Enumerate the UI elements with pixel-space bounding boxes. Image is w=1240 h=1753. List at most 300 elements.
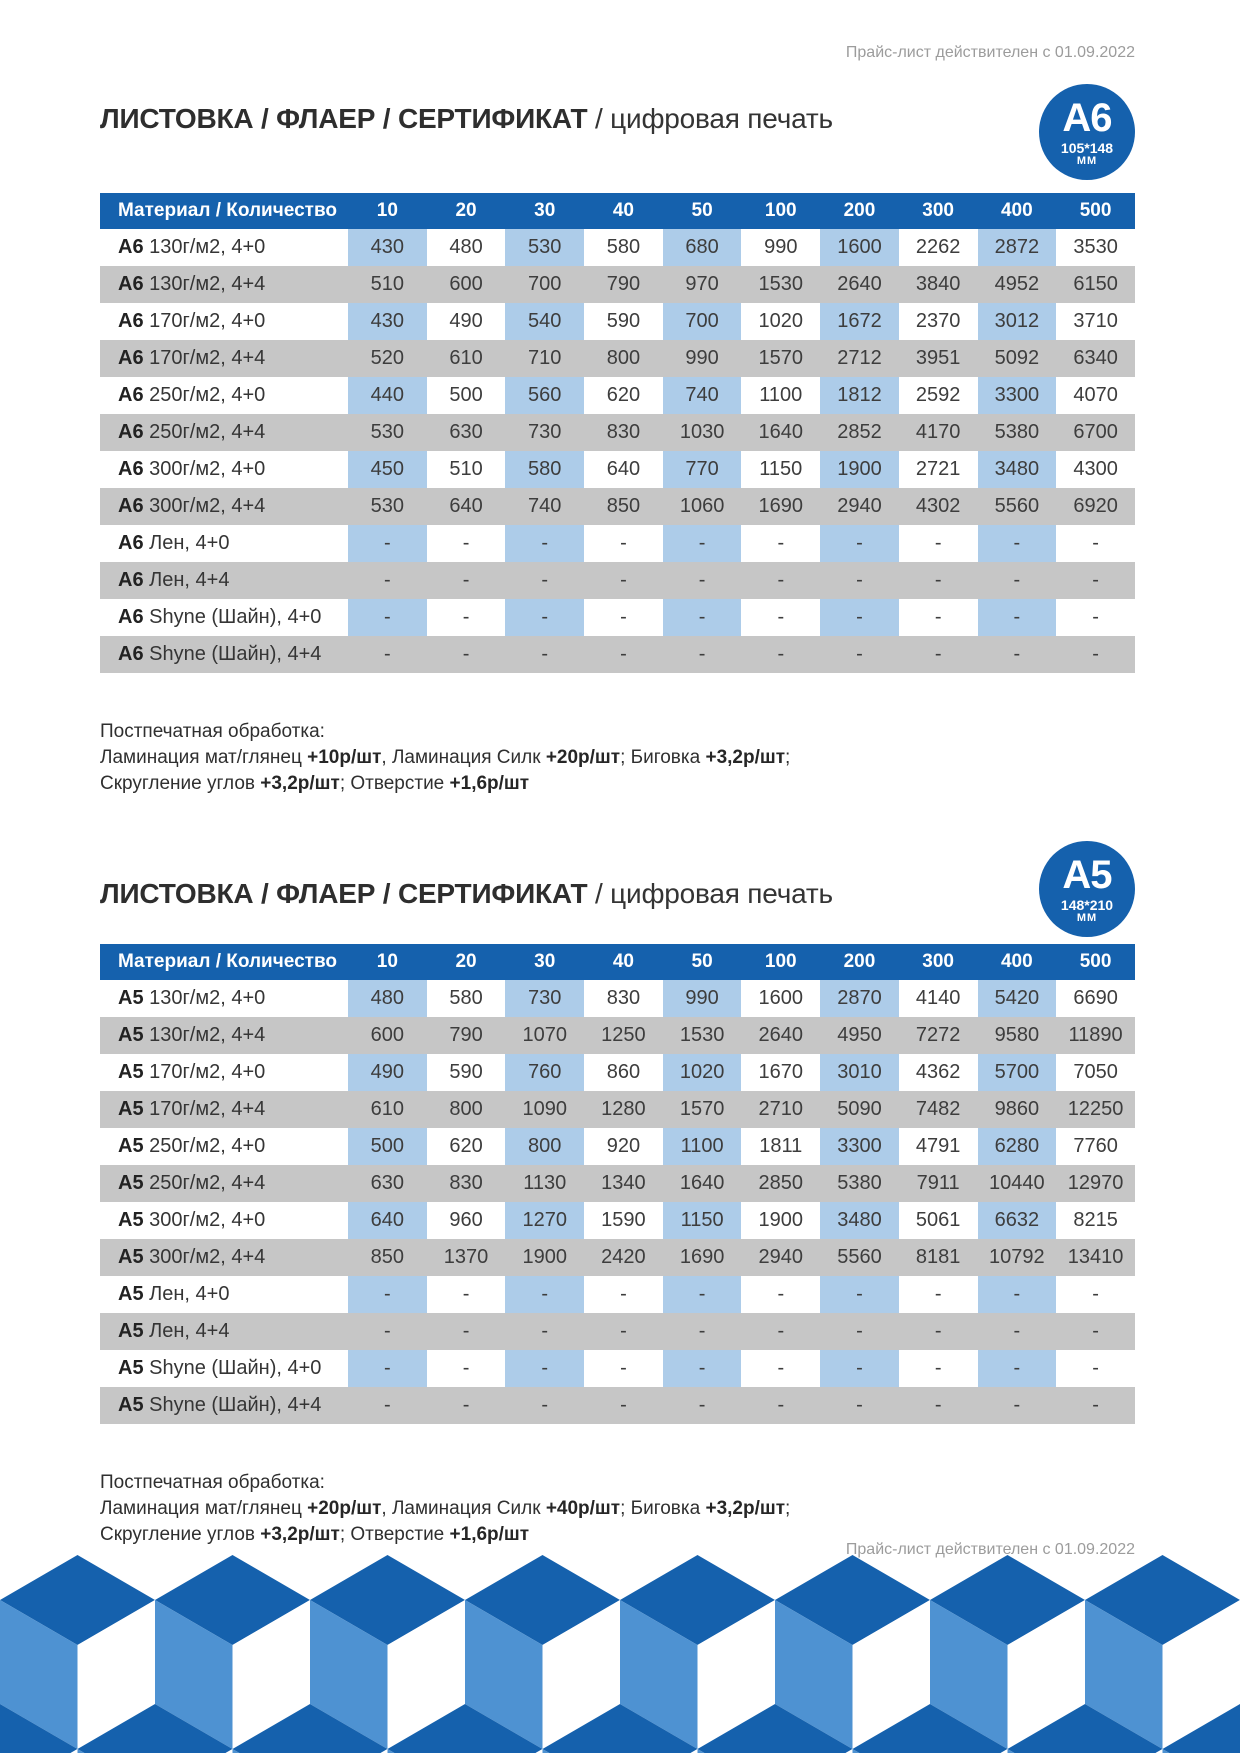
price-cell: - bbox=[899, 599, 978, 636]
validity-note-top: Прайс-лист действителен с 01.09.2022 bbox=[845, 44, 1135, 61]
price-cell: - bbox=[348, 599, 427, 636]
price-cell: 4950 bbox=[820, 1017, 899, 1054]
price-cell: 480 bbox=[427, 229, 506, 266]
price-cell: - bbox=[584, 525, 663, 562]
price-cell: 1672 bbox=[820, 303, 899, 340]
price-cell: 1600 bbox=[741, 980, 820, 1017]
price-cell: 500 bbox=[427, 377, 506, 414]
material-label: A5 130г/м2, 4+4 bbox=[100, 1017, 348, 1054]
price-cell: - bbox=[1056, 1350, 1135, 1387]
price-cell: - bbox=[505, 1387, 584, 1424]
price-cell: 440 bbox=[348, 377, 427, 414]
column-header-qty-20: 20 bbox=[427, 944, 506, 980]
price-row bbox=[100, 525, 1135, 562]
price-cell: - bbox=[978, 562, 1057, 599]
table-header-row bbox=[100, 193, 1135, 229]
price-cell: - bbox=[505, 562, 584, 599]
price-cell: - bbox=[584, 562, 663, 599]
price-cell: 1150 bbox=[663, 1202, 742, 1239]
postprint-line-1: Ламинация мат/глянец +10р/шт, Ламинация Силк +20р/шт; Биговка +3,2р/шт; bbox=[100, 747, 791, 768]
price-cell: 6920 bbox=[1056, 488, 1135, 525]
price-row bbox=[100, 1387, 1135, 1424]
material-label: A6 Лен, 4+4 bbox=[100, 562, 348, 599]
validity-note-bottom: Прайс-лист действителен с 01.09.2022 bbox=[845, 1541, 1135, 1558]
format-badge bbox=[1039, 841, 1135, 937]
price-cell: 760 bbox=[505, 1054, 584, 1091]
price-cell: 1590 bbox=[584, 1202, 663, 1239]
column-header-qty-10: 10 bbox=[348, 944, 427, 980]
price-cell: - bbox=[741, 599, 820, 636]
price-cell: 2640 bbox=[741, 1017, 820, 1054]
price-cell: 3012 bbox=[978, 303, 1057, 340]
price-cell: - bbox=[899, 636, 978, 673]
price-cell: 510 bbox=[348, 266, 427, 303]
price-cell: 1812 bbox=[820, 377, 899, 414]
price-cell: 7050 bbox=[1056, 1054, 1135, 1091]
column-header-qty-500: 500 bbox=[1056, 944, 1135, 980]
postprint-info bbox=[100, 1470, 1135, 1548]
price-cell: 610 bbox=[427, 340, 506, 377]
format-badge-size: 105*148 bbox=[1060, 139, 1114, 156]
price-cell: 7272 bbox=[899, 1017, 978, 1054]
price-cell: 5092 bbox=[978, 340, 1057, 377]
price-cell: 1670 bbox=[741, 1054, 820, 1091]
price-cell: 3300 bbox=[978, 377, 1057, 414]
price-cell: 3010 bbox=[820, 1054, 899, 1091]
price-cell: - bbox=[584, 1276, 663, 1313]
price-row bbox=[100, 980, 1135, 1017]
price-cell: 450 bbox=[348, 451, 427, 488]
price-cell: - bbox=[820, 1276, 899, 1313]
price-cell: 1130 bbox=[505, 1165, 584, 1202]
column-header-material: Материал / Количество bbox=[100, 944, 348, 980]
price-cell: 590 bbox=[427, 1054, 506, 1091]
column-header-qty-100: 100 bbox=[741, 193, 820, 229]
price-row bbox=[100, 266, 1135, 303]
price-cell: 970 bbox=[663, 266, 742, 303]
format-badge-unit: ММ bbox=[1076, 154, 1098, 167]
price-cell: - bbox=[741, 525, 820, 562]
material-label: A5 130г/м2, 4+0 bbox=[100, 980, 348, 1017]
price-row bbox=[100, 1017, 1135, 1054]
price-cell: 3840 bbox=[899, 266, 978, 303]
price-cell: 8181 bbox=[899, 1239, 978, 1276]
material-label: A5 170г/м2, 4+0 bbox=[100, 1054, 348, 1091]
price-cell: 1811 bbox=[741, 1128, 820, 1165]
price-cell: - bbox=[348, 562, 427, 599]
price-cell: 7482 bbox=[899, 1091, 978, 1128]
section-title-main: ЛИСТОВКА / ФЛАЕР / СЕРТИФИКАТ bbox=[100, 878, 588, 909]
price-cell: 1270 bbox=[505, 1202, 584, 1239]
price-cell: 5380 bbox=[978, 414, 1057, 451]
format-badge bbox=[1039, 84, 1135, 180]
price-cell: 5560 bbox=[978, 488, 1057, 525]
price-cell: - bbox=[978, 1350, 1057, 1387]
price-cell: 2370 bbox=[899, 303, 978, 340]
price-cell: - bbox=[1056, 525, 1135, 562]
price-cell: 1530 bbox=[663, 1017, 742, 1054]
price-cell: 1570 bbox=[741, 340, 820, 377]
material-label: A5 Лен, 4+4 bbox=[100, 1313, 348, 1350]
price-cell: 620 bbox=[584, 377, 663, 414]
price-cell: 520 bbox=[348, 340, 427, 377]
price-cell: - bbox=[1056, 599, 1135, 636]
price-cell: 2870 bbox=[820, 980, 899, 1017]
column-header-qty-400: 400 bbox=[978, 193, 1057, 229]
price-cell: 2710 bbox=[741, 1091, 820, 1128]
price-cell: - bbox=[663, 1276, 742, 1313]
price-cell: 2721 bbox=[899, 451, 978, 488]
price-cell: 6700 bbox=[1056, 414, 1135, 451]
price-row bbox=[100, 1128, 1135, 1165]
price-cell: 3951 bbox=[899, 340, 978, 377]
price-cell: 700 bbox=[663, 303, 742, 340]
material-label: A6 Лен, 4+0 bbox=[100, 525, 348, 562]
price-cell: - bbox=[1056, 1313, 1135, 1350]
price-cell: 800 bbox=[427, 1091, 506, 1128]
price-cell: - bbox=[505, 525, 584, 562]
postprint-line-2: Скругление углов +3,2р/шт; Отверстие +1,6р/шт bbox=[100, 773, 530, 794]
price-cell: - bbox=[348, 525, 427, 562]
column-header-qty-40: 40 bbox=[584, 944, 663, 980]
price-cell: 850 bbox=[584, 488, 663, 525]
price-cell: - bbox=[978, 636, 1057, 673]
price-cell: 640 bbox=[584, 451, 663, 488]
price-cell: 1690 bbox=[741, 488, 820, 525]
price-cell: - bbox=[741, 562, 820, 599]
price-cell: - bbox=[899, 562, 978, 599]
section-title-main: ЛИСТОВКА / ФЛАЕР / СЕРТИФИКАТ bbox=[100, 103, 588, 134]
format-badge-size: 148*210 bbox=[1060, 896, 1114, 913]
table-header-row bbox=[100, 944, 1135, 980]
price-cell: - bbox=[978, 1313, 1057, 1350]
price-cell: 7911 bbox=[899, 1165, 978, 1202]
price-cell: 2640 bbox=[820, 266, 899, 303]
price-cell: - bbox=[427, 636, 506, 673]
price-row bbox=[100, 1165, 1135, 1202]
price-cell: 1070 bbox=[505, 1017, 584, 1054]
price-cell: - bbox=[427, 525, 506, 562]
price-cell: 9860 bbox=[978, 1091, 1057, 1128]
price-cell: 1020 bbox=[741, 303, 820, 340]
price-cell: - bbox=[505, 636, 584, 673]
column-header-qty-30: 30 bbox=[505, 193, 584, 229]
column-header-qty-40: 40 bbox=[584, 193, 663, 229]
price-row bbox=[100, 377, 1135, 414]
price-cell: - bbox=[505, 599, 584, 636]
cube-pattern-decoration bbox=[0, 1555, 1240, 1753]
material-label: A5 300г/м2, 4+4 bbox=[100, 1239, 348, 1276]
material-label: A5 250г/м2, 4+4 bbox=[100, 1165, 348, 1202]
price-cell: - bbox=[505, 1313, 584, 1350]
price-cell: 12250 bbox=[1056, 1091, 1135, 1128]
price-cell: - bbox=[584, 599, 663, 636]
price-cell: 700 bbox=[505, 266, 584, 303]
price-cell: 630 bbox=[348, 1165, 427, 1202]
price-cell: - bbox=[820, 562, 899, 599]
price-cell: 4952 bbox=[978, 266, 1057, 303]
postprint-title: Постпечатная обработка: bbox=[100, 1472, 325, 1493]
price-cell: 490 bbox=[427, 303, 506, 340]
price-cell: 5560 bbox=[820, 1239, 899, 1276]
price-cell: - bbox=[505, 1276, 584, 1313]
price-cell: - bbox=[899, 525, 978, 562]
price-cell: 530 bbox=[348, 488, 427, 525]
price-cell: 6340 bbox=[1056, 340, 1135, 377]
price-cell: 2420 bbox=[584, 1239, 663, 1276]
price-row bbox=[100, 303, 1135, 340]
price-cell: - bbox=[820, 599, 899, 636]
price-cell: 2852 bbox=[820, 414, 899, 451]
price-cell: - bbox=[978, 599, 1057, 636]
price-cell: 620 bbox=[427, 1128, 506, 1165]
material-label: A5 300г/м2, 4+0 bbox=[100, 1202, 348, 1239]
price-row bbox=[100, 414, 1135, 451]
postprint-info bbox=[100, 719, 1135, 797]
price-cell: - bbox=[663, 636, 742, 673]
price-cell: 5380 bbox=[820, 1165, 899, 1202]
postprint-title: Постпечатная обработка: bbox=[100, 721, 325, 742]
price-cell: 1150 bbox=[741, 451, 820, 488]
price-cell: 1640 bbox=[663, 1165, 742, 1202]
price-row bbox=[100, 636, 1135, 673]
column-header-qty-200: 200 bbox=[820, 944, 899, 980]
price-section bbox=[100, 95, 1135, 797]
price-cell: 2872 bbox=[978, 229, 1057, 266]
material-label: A5 170г/м2, 4+4 bbox=[100, 1091, 348, 1128]
price-cell: - bbox=[348, 1350, 427, 1387]
price-cell: 1060 bbox=[663, 488, 742, 525]
price-cell: 3300 bbox=[820, 1128, 899, 1165]
price-cell: 680 bbox=[663, 229, 742, 266]
price-cell: 3480 bbox=[820, 1202, 899, 1239]
material-label: A6 170г/м2, 4+4 bbox=[100, 340, 348, 377]
price-cell: - bbox=[1056, 1276, 1135, 1313]
price-cell: 830 bbox=[584, 414, 663, 451]
price-cell: 1900 bbox=[820, 451, 899, 488]
price-cell: 510 bbox=[427, 451, 506, 488]
price-cell: - bbox=[1056, 562, 1135, 599]
material-label: A5 Shyne (Шайн), 4+0 bbox=[100, 1350, 348, 1387]
price-cell: 1370 bbox=[427, 1239, 506, 1276]
price-cell: 850 bbox=[348, 1239, 427, 1276]
price-cell: - bbox=[584, 1350, 663, 1387]
price-cell: - bbox=[741, 636, 820, 673]
price-cell: - bbox=[663, 562, 742, 599]
price-cell: - bbox=[820, 1350, 899, 1387]
format-badge-label: A5 bbox=[1062, 852, 1112, 897]
price-cell: 990 bbox=[663, 340, 742, 377]
price-row bbox=[100, 1202, 1135, 1239]
price-cell: 10440 bbox=[978, 1165, 1057, 1202]
price-cell: - bbox=[427, 1313, 506, 1350]
price-cell: 3710 bbox=[1056, 303, 1135, 340]
price-cell: 430 bbox=[348, 229, 427, 266]
price-cell: - bbox=[899, 1276, 978, 1313]
material-label: A6 300г/м2, 4+4 bbox=[100, 488, 348, 525]
price-row bbox=[100, 1091, 1135, 1128]
price-cell: 830 bbox=[427, 1165, 506, 1202]
price-row bbox=[100, 1054, 1135, 1091]
price-cell: 530 bbox=[505, 229, 584, 266]
price-cell: 990 bbox=[741, 229, 820, 266]
price-cell: 960 bbox=[427, 1202, 506, 1239]
section-title-sub: / цифровая печать bbox=[587, 878, 833, 909]
price-cell: 5090 bbox=[820, 1091, 899, 1128]
price-row bbox=[100, 488, 1135, 525]
price-cell: 2850 bbox=[741, 1165, 820, 1202]
price-cell: 640 bbox=[427, 488, 506, 525]
price-cell: 7760 bbox=[1056, 1128, 1135, 1165]
price-cell: 710 bbox=[505, 340, 584, 377]
price-cell: - bbox=[978, 525, 1057, 562]
price-cell: - bbox=[584, 1313, 663, 1350]
price-cell: 2592 bbox=[899, 377, 978, 414]
section-title bbox=[100, 877, 1135, 911]
price-cell: 1100 bbox=[741, 377, 820, 414]
format-badge-unit: ММ bbox=[1076, 911, 1098, 924]
price-cell: 590 bbox=[584, 303, 663, 340]
format-badge-label: A6 bbox=[1062, 95, 1112, 140]
price-cell: - bbox=[978, 1387, 1057, 1424]
price-cell: - bbox=[663, 1313, 742, 1350]
price-cell: - bbox=[1056, 1387, 1135, 1424]
material-label: A6 130г/м2, 4+4 bbox=[100, 266, 348, 303]
price-cell: - bbox=[820, 525, 899, 562]
price-cell: - bbox=[427, 1350, 506, 1387]
sections-container bbox=[0, 95, 1240, 1548]
material-label: A6 250г/м2, 4+4 bbox=[100, 414, 348, 451]
price-cell: 860 bbox=[584, 1054, 663, 1091]
price-cell: 480 bbox=[348, 980, 427, 1017]
price-cell: 1100 bbox=[663, 1128, 742, 1165]
column-header-qty-300: 300 bbox=[899, 944, 978, 980]
price-cell: - bbox=[978, 1276, 1057, 1313]
price-cell: 630 bbox=[427, 414, 506, 451]
column-header-material: Материал / Количество bbox=[100, 193, 348, 229]
price-cell: 6690 bbox=[1056, 980, 1135, 1017]
section-title-sub: / цифровая печать bbox=[587, 103, 833, 134]
material-label: A6 Shyne (Шайн), 4+4 bbox=[100, 636, 348, 673]
price-cell: - bbox=[427, 1276, 506, 1313]
price-cell: - bbox=[348, 1313, 427, 1350]
price-cell: 740 bbox=[663, 377, 742, 414]
section-title bbox=[100, 102, 1135, 136]
price-cell: 2940 bbox=[741, 1239, 820, 1276]
price-cell: - bbox=[584, 1387, 663, 1424]
price-cell: 4070 bbox=[1056, 377, 1135, 414]
price-row bbox=[100, 451, 1135, 488]
price-cell: - bbox=[663, 1387, 742, 1424]
price-cell: - bbox=[741, 1350, 820, 1387]
price-cell: - bbox=[820, 1387, 899, 1424]
price-cell: 430 bbox=[348, 303, 427, 340]
price-cell: - bbox=[741, 1276, 820, 1313]
price-cell: 2940 bbox=[820, 488, 899, 525]
material-label: A6 250г/м2, 4+0 bbox=[100, 377, 348, 414]
price-cell: 790 bbox=[584, 266, 663, 303]
price-cell: 8215 bbox=[1056, 1202, 1135, 1239]
price-row bbox=[100, 1313, 1135, 1350]
price-cell: - bbox=[741, 1313, 820, 1350]
material-label: A5 Лен, 4+0 bbox=[100, 1276, 348, 1313]
column-header-qty-400: 400 bbox=[978, 944, 1057, 980]
price-cell: 5420 bbox=[978, 980, 1057, 1017]
price-cell: - bbox=[427, 599, 506, 636]
price-cell: 600 bbox=[427, 266, 506, 303]
price-cell: 4362 bbox=[899, 1054, 978, 1091]
material-label: A5 250г/м2, 4+0 bbox=[100, 1128, 348, 1165]
price-cell: - bbox=[741, 1387, 820, 1424]
price-cell: 1280 bbox=[584, 1091, 663, 1128]
price-cell: - bbox=[348, 1276, 427, 1313]
price-cell: 560 bbox=[505, 377, 584, 414]
price-cell: 5061 bbox=[899, 1202, 978, 1239]
price-cell: 640 bbox=[348, 1202, 427, 1239]
column-header-qty-500: 500 bbox=[1056, 193, 1135, 229]
price-row bbox=[100, 1239, 1135, 1276]
price-cell: - bbox=[663, 1350, 742, 1387]
column-header-qty-10: 10 bbox=[348, 193, 427, 229]
price-cell: 4300 bbox=[1056, 451, 1135, 488]
price-row bbox=[100, 562, 1135, 599]
price-cell: 740 bbox=[505, 488, 584, 525]
price-cell: 1640 bbox=[741, 414, 820, 451]
material-label: A6 Shyne (Шайн), 4+0 bbox=[100, 599, 348, 636]
price-cell: 580 bbox=[427, 980, 506, 1017]
price-cell: 6280 bbox=[978, 1128, 1057, 1165]
price-cell: - bbox=[1056, 636, 1135, 673]
price-cell: - bbox=[505, 1350, 584, 1387]
price-cell: - bbox=[899, 1350, 978, 1387]
column-header-qty-300: 300 bbox=[899, 193, 978, 229]
price-row bbox=[100, 1276, 1135, 1313]
price-cell: 6632 bbox=[978, 1202, 1057, 1239]
price-cell: 770 bbox=[663, 451, 742, 488]
price-cell: 500 bbox=[348, 1128, 427, 1165]
price-cell: - bbox=[663, 525, 742, 562]
price-cell: 2712 bbox=[820, 340, 899, 377]
price-cell: 530 bbox=[348, 414, 427, 451]
material-label: A6 300г/м2, 4+0 bbox=[100, 451, 348, 488]
price-row bbox=[100, 599, 1135, 636]
price-cell: - bbox=[427, 562, 506, 599]
price-cell: 730 bbox=[505, 980, 584, 1017]
price-cell: 1900 bbox=[741, 1202, 820, 1239]
price-row bbox=[100, 340, 1135, 377]
column-header-qty-20: 20 bbox=[427, 193, 506, 229]
price-cell: 13410 bbox=[1056, 1239, 1135, 1276]
price-section bbox=[100, 852, 1135, 1548]
price-cell: 1570 bbox=[663, 1091, 742, 1128]
price-cell: 12970 bbox=[1056, 1165, 1135, 1202]
price-cell: 1600 bbox=[820, 229, 899, 266]
price-cell: 800 bbox=[505, 1128, 584, 1165]
column-header-qty-30: 30 bbox=[505, 944, 584, 980]
price-cell: - bbox=[820, 1313, 899, 1350]
price-row bbox=[100, 229, 1135, 266]
price-cell: 580 bbox=[584, 229, 663, 266]
price-cell: - bbox=[427, 1387, 506, 1424]
column-header-qty-200: 200 bbox=[820, 193, 899, 229]
price-cell: 730 bbox=[505, 414, 584, 451]
price-cell: - bbox=[348, 1387, 427, 1424]
price-cell: 4791 bbox=[899, 1128, 978, 1165]
price-cell: 4140 bbox=[899, 980, 978, 1017]
material-label: A5 Shyne (Шайн), 4+4 bbox=[100, 1387, 348, 1424]
price-cell: 4302 bbox=[899, 488, 978, 525]
material-label: A6 170г/м2, 4+0 bbox=[100, 303, 348, 340]
